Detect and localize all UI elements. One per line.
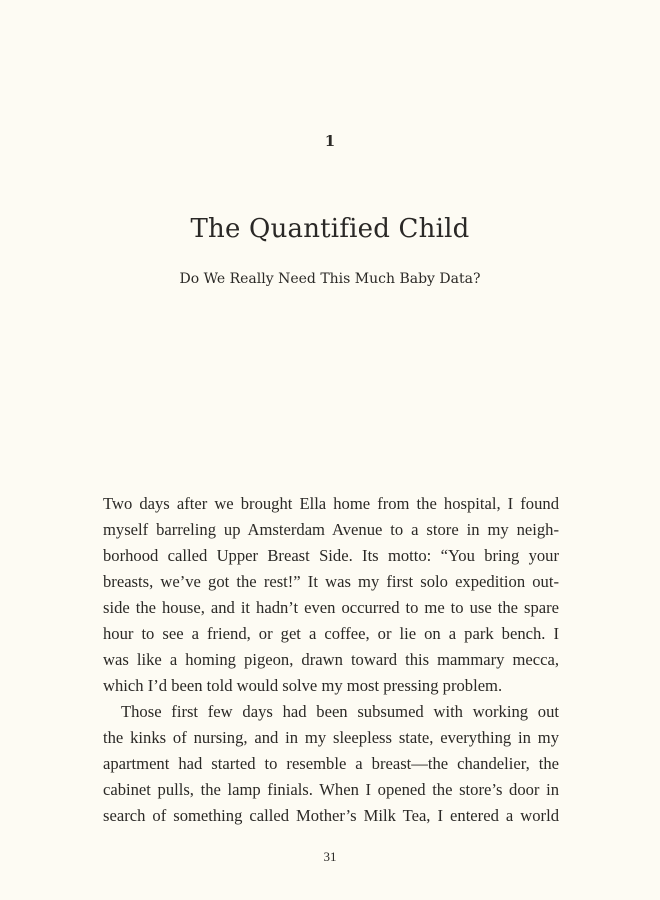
text-line: myself barreling up Amsterdam Avenue to a store in my neigh- — [103, 520, 559, 539]
text-line: hour to see a friend, or get a coffee, or lie on a park bench. I — [103, 624, 559, 643]
text-line: Those first few days had been subsumed with working out — [121, 702, 559, 721]
text-line: search of something called Mother’s Milk Tea, I entered a world — [103, 806, 559, 825]
text-line: Two days after we brought Ella home from the hospital, I found — [103, 494, 559, 513]
page-number: 31 — [323, 849, 337, 864]
text-line: which I’d been told would solve my most pressing problem. — [103, 676, 503, 695]
chapter-title: The Quantified Child — [190, 214, 470, 244]
body-text — [103, 491, 559, 829]
text-line: side the house, and it hadn’t even occurred to me to use the spare — [103, 598, 559, 617]
text-line: the kinks of nursing, and in my sleepless state, everything in my — [103, 728, 559, 747]
chapter-subtitle: Do We Really Need This Much Baby Data? — [179, 271, 481, 287]
chapter-number: 1 — [324, 132, 336, 150]
text-line: borhood called Upper Breast Side. Its motto: “You bring your — [103, 546, 559, 565]
text-line: breasts, we’ve got the rest!” It was my first solo expedition out- — [103, 572, 559, 591]
text-line: cabinet pulls, the lamp finials. When I opened the store’s door in — [103, 780, 559, 799]
text-line: apartment had started to resemble a breast—the chandelier, the — [103, 754, 559, 773]
text-line: was like a homing pigeon, drawn toward this mammary mecca, — [103, 650, 559, 669]
